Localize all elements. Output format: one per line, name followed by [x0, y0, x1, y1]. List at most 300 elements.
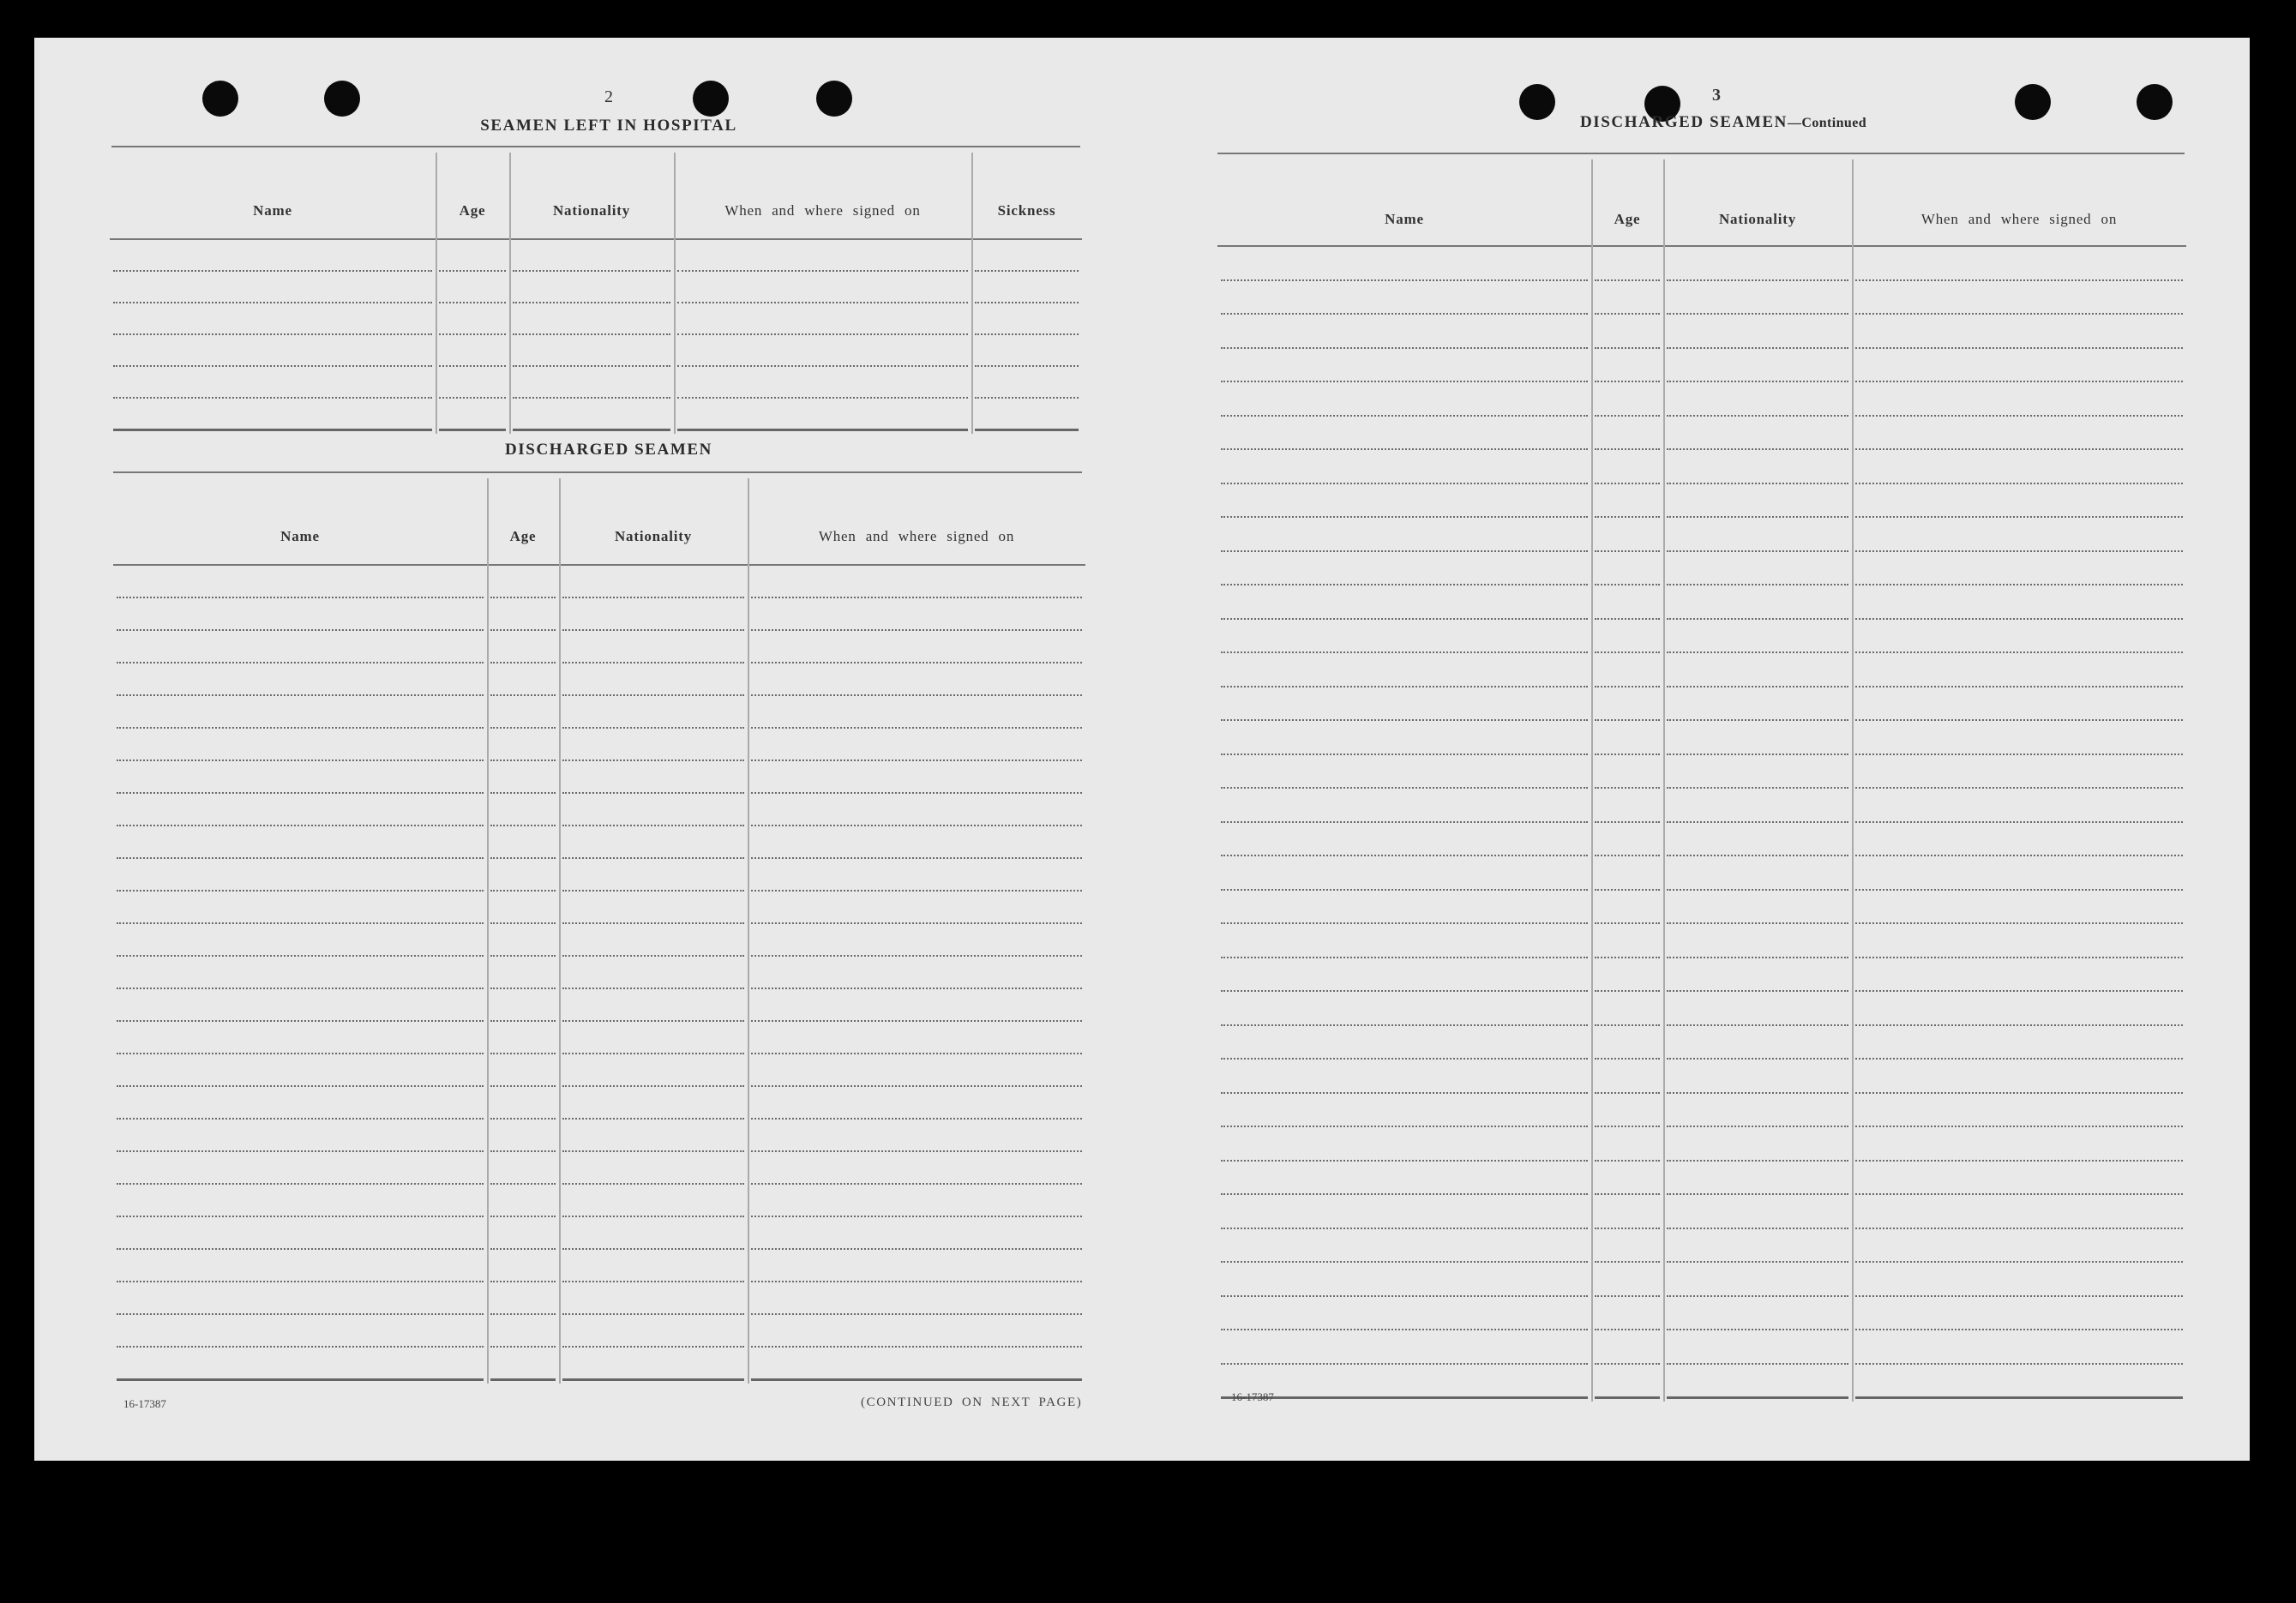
row-line	[1667, 1092, 1848, 1094]
row-line	[1595, 719, 1660, 721]
row-line	[562, 727, 744, 729]
column-header-name: Name	[253, 202, 292, 219]
row-line	[1595, 1024, 1660, 1026]
column-divider	[748, 478, 749, 1384]
row-line	[1855, 889, 2183, 891]
row-line	[1667, 821, 1848, 823]
row-line	[1595, 1126, 1660, 1127]
row-line	[562, 1378, 744, 1381]
row-line	[117, 1118, 484, 1120]
row-line	[1221, 686, 1588, 687]
row-line	[1667, 584, 1848, 585]
row-line	[751, 597, 1082, 598]
row-line	[1595, 516, 1660, 518]
row-line	[1595, 1396, 1660, 1399]
row-line	[677, 302, 968, 303]
row-line	[677, 365, 968, 367]
row-line	[1855, 381, 2183, 382]
row-line	[751, 955, 1082, 957]
row-line	[1221, 550, 1588, 552]
row-line	[1221, 618, 1588, 620]
row-line	[975, 429, 1079, 431]
row-line	[677, 397, 968, 399]
row-line	[513, 270, 670, 272]
row-line	[490, 1378, 556, 1381]
row-line	[751, 792, 1082, 794]
column-divider	[674, 153, 676, 434]
row-line	[117, 1085, 484, 1087]
row-line	[117, 988, 484, 989]
ledger-sheet	[34, 38, 2250, 1461]
column-divider	[1852, 159, 1854, 1402]
row-line	[1595, 855, 1660, 856]
row-line	[1667, 483, 1848, 484]
row-line	[1221, 279, 1588, 281]
row-line	[1667, 922, 1848, 924]
continued-suffix: —Continued	[1788, 116, 1867, 130]
row-line	[1855, 922, 2183, 924]
row-line	[1667, 448, 1848, 450]
row-line	[562, 1346, 744, 1348]
row-line	[1855, 753, 2183, 755]
row-line	[562, 759, 744, 761]
row-line	[1595, 990, 1660, 992]
row-line	[751, 890, 1082, 892]
row-line	[1595, 1228, 1660, 1229]
row-line	[113, 397, 432, 399]
row-line	[562, 1053, 744, 1054]
row-line	[117, 1248, 484, 1250]
row-line	[1595, 1160, 1660, 1162]
row-line	[1667, 753, 1848, 755]
row-line	[117, 1378, 484, 1381]
row-line	[1595, 686, 1660, 687]
row-line	[562, 1020, 744, 1022]
row-line	[117, 922, 484, 924]
row-line	[490, 629, 556, 631]
row-line	[1221, 1024, 1588, 1026]
row-line	[1221, 347, 1588, 349]
row-line	[490, 1281, 556, 1282]
row-line	[117, 1150, 484, 1152]
row-line	[117, 890, 484, 892]
row-line	[117, 825, 484, 826]
row-line	[1855, 821, 2183, 823]
title-rule	[113, 471, 1082, 473]
row-line	[490, 857, 556, 859]
row-line	[1595, 618, 1660, 620]
row-line	[439, 397, 506, 399]
row-line	[117, 955, 484, 957]
column-header-age: Age	[459, 202, 486, 219]
row-line	[562, 629, 744, 631]
row-line	[113, 302, 432, 303]
row-line	[1667, 1193, 1848, 1195]
row-line	[751, 922, 1082, 924]
row-line	[1667, 686, 1848, 687]
row-line	[1595, 957, 1660, 958]
row-line	[1667, 1126, 1848, 1127]
row-line	[1595, 584, 1660, 585]
row-line	[1855, 990, 2183, 992]
row-line	[490, 727, 556, 729]
row-line	[1221, 922, 1588, 924]
row-line	[490, 1085, 556, 1087]
row-line	[562, 1150, 744, 1152]
row-line	[1595, 415, 1660, 417]
row-line	[751, 1085, 1082, 1087]
header-rule	[1217, 245, 2186, 247]
punch-hole	[2137, 84, 2173, 120]
row-line	[1855, 651, 2183, 653]
row-line	[562, 890, 744, 892]
row-line	[1221, 651, 1588, 653]
row-line	[1855, 550, 2183, 552]
row-line	[1855, 1126, 2183, 1127]
row-line	[1855, 1160, 2183, 1162]
row-line	[439, 333, 506, 335]
row-line	[1855, 618, 2183, 620]
row-line	[1221, 1295, 1588, 1297]
row-line	[1667, 618, 1848, 620]
row-line	[113, 429, 432, 431]
row-line	[1855, 686, 2183, 687]
row-line	[1221, 821, 1588, 823]
row-line	[562, 1248, 744, 1250]
row-line	[751, 1118, 1082, 1120]
row-line	[117, 597, 484, 598]
row-line	[1855, 1396, 2183, 1399]
row-line	[751, 1346, 1082, 1348]
row-line	[751, 694, 1082, 696]
row-line	[1855, 1024, 2183, 1026]
row-line	[751, 1020, 1082, 1022]
row-line	[1667, 415, 1848, 417]
row-line	[1855, 347, 2183, 349]
row-line	[562, 857, 744, 859]
row-line	[1595, 381, 1660, 382]
row-line	[751, 662, 1082, 663]
row-line	[1855, 483, 2183, 484]
row-line	[1667, 1363, 1848, 1365]
column-header-when-and-where-signed-on: When and where signed on	[1920, 211, 2118, 227]
row-line	[113, 270, 432, 272]
row-line	[751, 1053, 1082, 1054]
row-line	[751, 727, 1082, 729]
row-line	[1855, 313, 2183, 315]
row-line	[1855, 719, 2183, 721]
row-line	[490, 792, 556, 794]
punch-hole	[816, 81, 852, 117]
row-line	[1221, 313, 1588, 315]
row-line	[1667, 1396, 1848, 1399]
continued-note: (CONTINUED ON NEXT PAGE)	[861, 1396, 1083, 1409]
page-number-left: 2	[604, 87, 613, 106]
row-line	[1595, 1261, 1660, 1263]
page-number-right: 3	[1712, 86, 1721, 105]
row-line	[1667, 1261, 1848, 1263]
row-line	[1595, 1329, 1660, 1330]
row-line	[1667, 855, 1848, 856]
row-line	[562, 1183, 744, 1185]
row-line	[1667, 719, 1848, 721]
hospital-section-title: SEAMEN LEFT IN HOSPITAL	[480, 117, 737, 135]
row-line	[751, 1183, 1082, 1185]
row-line	[513, 397, 670, 399]
row-line	[1595, 1363, 1660, 1365]
row-line	[1595, 483, 1660, 484]
row-line	[490, 988, 556, 989]
column-divider	[559, 478, 561, 1384]
row-line	[117, 759, 484, 761]
row-line	[751, 825, 1082, 826]
row-line	[513, 333, 670, 335]
column-divider	[971, 153, 973, 434]
row-line	[1221, 381, 1588, 382]
row-line	[1595, 922, 1660, 924]
column-header-when-and-where-signed-on: When and where signed on	[724, 202, 921, 219]
row-line	[1595, 889, 1660, 891]
discharged-ledger-left	[113, 478, 1085, 1387]
row-line	[1595, 550, 1660, 552]
row-line	[1667, 1058, 1848, 1060]
row-line	[975, 333, 1079, 335]
row-line	[1221, 855, 1588, 856]
column-header-nationality: Nationality	[1718, 211, 1797, 227]
row-line	[751, 629, 1082, 631]
discharged-title-text: DISCHARGED SEAMEN	[1579, 113, 1788, 131]
row-line	[1855, 1058, 2183, 1060]
hospital-ledger	[110, 153, 1082, 427]
row-line	[562, 1313, 744, 1315]
row-line	[1855, 1092, 2183, 1094]
row-line	[439, 302, 506, 303]
row-line	[1667, 1024, 1848, 1026]
row-line	[1855, 1228, 2183, 1229]
row-line	[1221, 719, 1588, 721]
column-divider	[436, 153, 437, 434]
row-line	[1855, 415, 2183, 417]
row-line	[562, 792, 744, 794]
row-line	[1855, 1363, 2183, 1365]
row-line	[1221, 1396, 1588, 1399]
row-line	[117, 1216, 484, 1217]
row-line	[117, 694, 484, 696]
row-line	[1595, 1295, 1660, 1297]
row-line	[975, 397, 1079, 399]
row-line	[490, 1150, 556, 1152]
row-line	[1595, 787, 1660, 789]
punch-hole	[202, 81, 238, 117]
row-line	[1667, 1295, 1848, 1297]
row-line	[439, 270, 506, 272]
column-header-name: Name	[280, 528, 320, 544]
column-divider	[1591, 159, 1593, 1402]
row-line	[1221, 753, 1588, 755]
row-line	[1221, 1228, 1588, 1229]
row-line	[490, 759, 556, 761]
row-line	[562, 662, 744, 663]
row-line	[1221, 957, 1588, 958]
row-line	[1221, 483, 1588, 484]
row-line	[490, 1346, 556, 1348]
row-line	[513, 302, 670, 303]
column-divider	[509, 153, 511, 434]
row-line	[1221, 889, 1588, 891]
row-line	[117, 727, 484, 729]
row-line	[490, 597, 556, 598]
row-line	[1667, 1228, 1848, 1229]
punch-hole	[324, 81, 360, 117]
title-rule	[1217, 153, 2185, 154]
row-line	[513, 429, 670, 431]
row-line	[975, 365, 1079, 367]
form-number-left: 16-17387	[123, 1397, 166, 1410]
column-header-nationality: Nationality	[614, 528, 693, 544]
row-line	[117, 857, 484, 859]
row-line	[751, 759, 1082, 761]
row-line	[1855, 1261, 2183, 1263]
discharged-section-title-right	[1492, 113, 1955, 132]
row-line	[751, 1248, 1082, 1250]
row-line	[1595, 1193, 1660, 1195]
row-line	[1221, 1329, 1588, 1330]
form-number-right: 16-17387	[1231, 1390, 1274, 1403]
column-divider	[1663, 159, 1665, 1402]
row-line	[1667, 381, 1848, 382]
row-line	[490, 1248, 556, 1250]
row-line	[1221, 584, 1588, 585]
row-line	[1667, 957, 1848, 958]
row-line	[751, 857, 1082, 859]
row-line	[677, 333, 968, 335]
row-line	[677, 270, 968, 272]
header-rule	[113, 564, 1085, 566]
row-line	[562, 1118, 744, 1120]
row-line	[113, 333, 432, 335]
row-line	[1667, 1160, 1848, 1162]
row-line	[975, 302, 1079, 303]
row-line	[490, 955, 556, 957]
row-line	[117, 1281, 484, 1282]
row-line	[1595, 1092, 1660, 1094]
row-line	[1221, 1363, 1588, 1365]
discharged-section-title-left: DISCHARGED SEAMEN	[504, 441, 713, 459]
row-line	[1667, 1329, 1848, 1330]
row-line	[1221, 516, 1588, 518]
row-line	[1595, 1058, 1660, 1060]
title-rule	[111, 146, 1080, 147]
row-line	[562, 1085, 744, 1087]
row-line	[562, 694, 744, 696]
row-line	[113, 365, 432, 367]
row-line	[751, 988, 1082, 989]
row-line	[1595, 821, 1660, 823]
row-line	[751, 1150, 1082, 1152]
row-line	[1667, 313, 1848, 315]
row-line	[490, 1053, 556, 1054]
row-line	[1221, 415, 1588, 417]
row-line	[751, 1216, 1082, 1217]
row-line	[1595, 347, 1660, 349]
row-line	[117, 629, 484, 631]
row-line	[562, 825, 744, 826]
row-line	[1221, 990, 1588, 992]
row-line	[490, 922, 556, 924]
column-header-age: Age	[1614, 211, 1641, 227]
row-line	[1221, 1193, 1588, 1195]
row-line	[490, 825, 556, 826]
column-header-nationality: Nationality	[552, 202, 631, 219]
row-line	[490, 1216, 556, 1217]
row-line	[490, 1020, 556, 1022]
row-line	[1221, 1126, 1588, 1127]
column-header-when-and-where-signed-on: When and where signed on	[818, 528, 1015, 544]
row-line	[1595, 313, 1660, 315]
row-line	[490, 890, 556, 892]
punch-hole	[2015, 84, 2051, 120]
row-line	[117, 792, 484, 794]
header-rule	[110, 238, 1082, 240]
discharged-ledger-right	[1217, 159, 2186, 1390]
row-line	[1221, 787, 1588, 789]
column-header-age: Age	[509, 528, 537, 544]
row-line	[117, 662, 484, 663]
row-line	[490, 1313, 556, 1315]
row-line	[1595, 279, 1660, 281]
row-line	[1595, 448, 1660, 450]
row-line	[1221, 1160, 1588, 1162]
row-line	[751, 1378, 1082, 1381]
row-line	[562, 955, 744, 957]
row-line	[490, 1118, 556, 1120]
row-line	[1221, 1261, 1588, 1263]
row-line	[677, 429, 968, 431]
row-line	[751, 1313, 1082, 1315]
row-line	[1855, 957, 2183, 958]
row-line	[1855, 279, 2183, 281]
row-line	[1221, 448, 1588, 450]
row-line	[490, 662, 556, 663]
row-line	[117, 1313, 484, 1315]
row-line	[1667, 889, 1848, 891]
row-line	[1595, 753, 1660, 755]
row-line	[490, 694, 556, 696]
row-line	[1855, 855, 2183, 856]
row-line	[439, 429, 506, 431]
row-line	[1221, 1058, 1588, 1060]
row-line	[439, 365, 506, 367]
row-line	[562, 1281, 744, 1282]
row-line	[117, 1183, 484, 1185]
row-line	[1855, 448, 2183, 450]
row-line	[1855, 516, 2183, 518]
row-line	[1855, 584, 2183, 585]
row-line	[117, 1053, 484, 1054]
row-line	[1667, 516, 1848, 518]
row-line	[1855, 1193, 2183, 1195]
row-line	[1667, 651, 1848, 653]
column-header-sickness: Sickness	[997, 202, 1056, 219]
row-line	[1667, 550, 1848, 552]
row-line	[562, 1216, 744, 1217]
row-line	[1667, 279, 1848, 281]
row-line	[1667, 347, 1848, 349]
row-line	[1855, 1295, 2183, 1297]
punch-hole	[693, 81, 729, 117]
row-line	[562, 922, 744, 924]
row-line	[117, 1346, 484, 1348]
